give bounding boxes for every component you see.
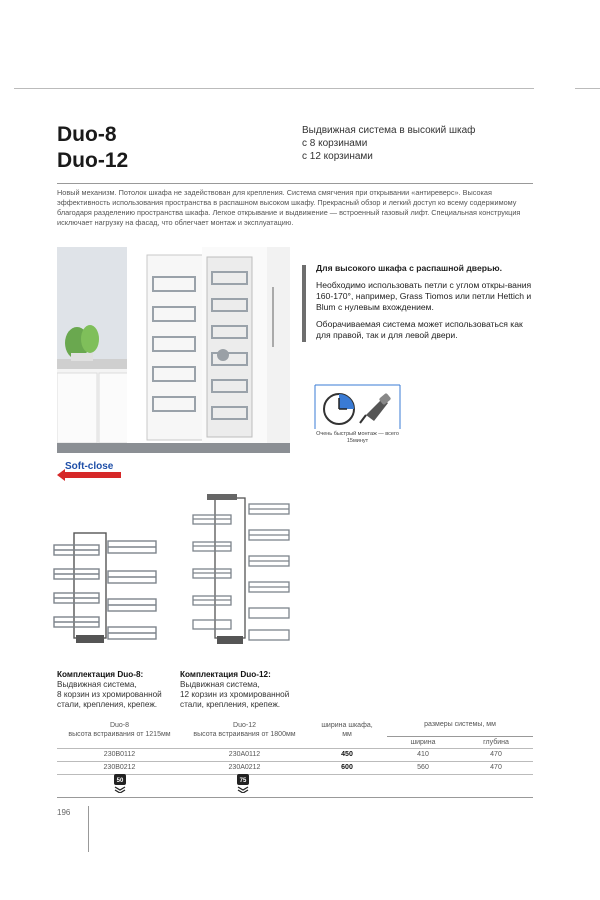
header-sub: высота встраивания от 1800мм [193,731,296,739]
duo-12-rack-illustration [185,490,295,650]
note-heading: Для высокого шкафа с распашной дверью. [316,263,502,273]
top-rule-right [575,88,600,89]
cell-cabinet-width: 600 [307,761,387,774]
cell-system-width: 410 [387,748,459,761]
hinge-note [316,263,534,347]
load-value: 50 [116,778,124,784]
kit-title: Комплектация Duo-8: [57,670,144,679]
sub-width-header: ширина [410,738,436,746]
weight-load-icon [236,773,250,793]
header-title: Duo-8 [109,722,130,730]
bottom-rule [57,797,533,798]
duo-8-rack-illustration [36,523,166,651]
kit-line: 12 корзин из хромированной [180,690,290,699]
load-value: 75 [239,778,247,784]
kit-line: Выдвижная система, [180,680,260,689]
cell-system-depth: 470 [459,748,533,761]
clock-icon [324,394,354,424]
cell-system-depth: 470 [459,761,533,774]
kit-duo-8 [57,670,162,710]
section-rule [57,183,533,184]
table-row [57,748,533,761]
subtitle-line: с 12 корзинами [302,151,373,162]
install-box [314,383,401,431]
soft-close-badge [57,458,127,482]
kit-line: стали, крепления, крепеж. [180,700,281,709]
screwdriver-icon [360,393,391,423]
install-time-text: Очень быстрый монтаж — всего 15минут [316,431,399,444]
header-sub: мм [342,731,352,739]
kit-duo-12 [180,670,289,710]
title-duo-12: Duo-12 [57,149,129,172]
kit-line: Выдвижная система, [57,680,137,689]
spec-table [57,713,533,775]
header-title: ширина шкафа, [321,722,373,730]
table-header-row [57,713,533,736]
weight-load-icon [113,773,127,793]
col-cabinet-width-header [307,713,387,748]
subtitle-line: с 8 корзинами [302,138,368,149]
kitchen-photo [57,247,290,453]
page-number-rule [88,806,89,852]
intro-text: Новый механизм. Потолок шкафа не задействован для крепления. Система смягчения при открывании «антиреверс». Высокая эффективность использования пространства в распашном высоком шкафу. Прекрасный обзор и легкий доступ ко всему содержимому благодаря разделению пространства шкафа. Легкое открывание и выдвижение — встроенный газовый лифт. Специальная конструкция исключает нагрузку на фасад, что облегчает монтаж и эксплуатацию. [57,188,521,227]
header-title: Duo-12 [233,722,256,730]
kit-line: 8 корзин из хромированной [57,690,162,699]
system-dimensions-header: размеры системы, мм [387,713,533,736]
subtitle-line: Выдвижная система в высокий шкаф [302,125,476,136]
note-paragraph: Необходимо использовать петли с углом откры-вания 160-170°, например, Grass Tiomos или петли Hettich и Blum с нулевым вхождением. [316,280,532,312]
note-accent-bar [302,265,306,342]
col-duo-8-header [57,713,182,748]
page-title [57,122,128,174]
note-paragraph: Оборачиваемая система может использоваться как для правой, так и для левой двери. [316,319,523,340]
soft-close-label: Soft-close [65,461,114,472]
kitchen-illustration [57,247,290,453]
cell-duo8-code: 230B0112 [57,748,182,761]
soft-close-arrow-icon [57,458,127,482]
header-sub: высота встраивания от 1215мм [68,731,171,739]
subtitle [302,124,475,163]
page-number: 196 [57,808,71,817]
cell-cabinet-width: 450 [307,748,387,761]
cell-duo12-code: 230A0112 [182,748,307,761]
cell-duo12-code: 230A0212 [182,761,307,774]
col-duo-12-header [182,713,307,748]
sub-depth-header: глубина [483,738,509,746]
top-rule [14,88,534,89]
title-duo-8: Duo-8 [57,123,117,146]
kit-title: Комплектация Duo-12: [180,670,271,679]
duo-12-product-image [185,490,295,650]
duo-8-product-image [36,523,166,651]
table-row [57,761,533,774]
cell-system-width: 560 [387,761,459,774]
kit-line: стали, крепления, крепеж. [57,700,158,709]
cell-duo8-code: 230B0212 [57,761,182,774]
